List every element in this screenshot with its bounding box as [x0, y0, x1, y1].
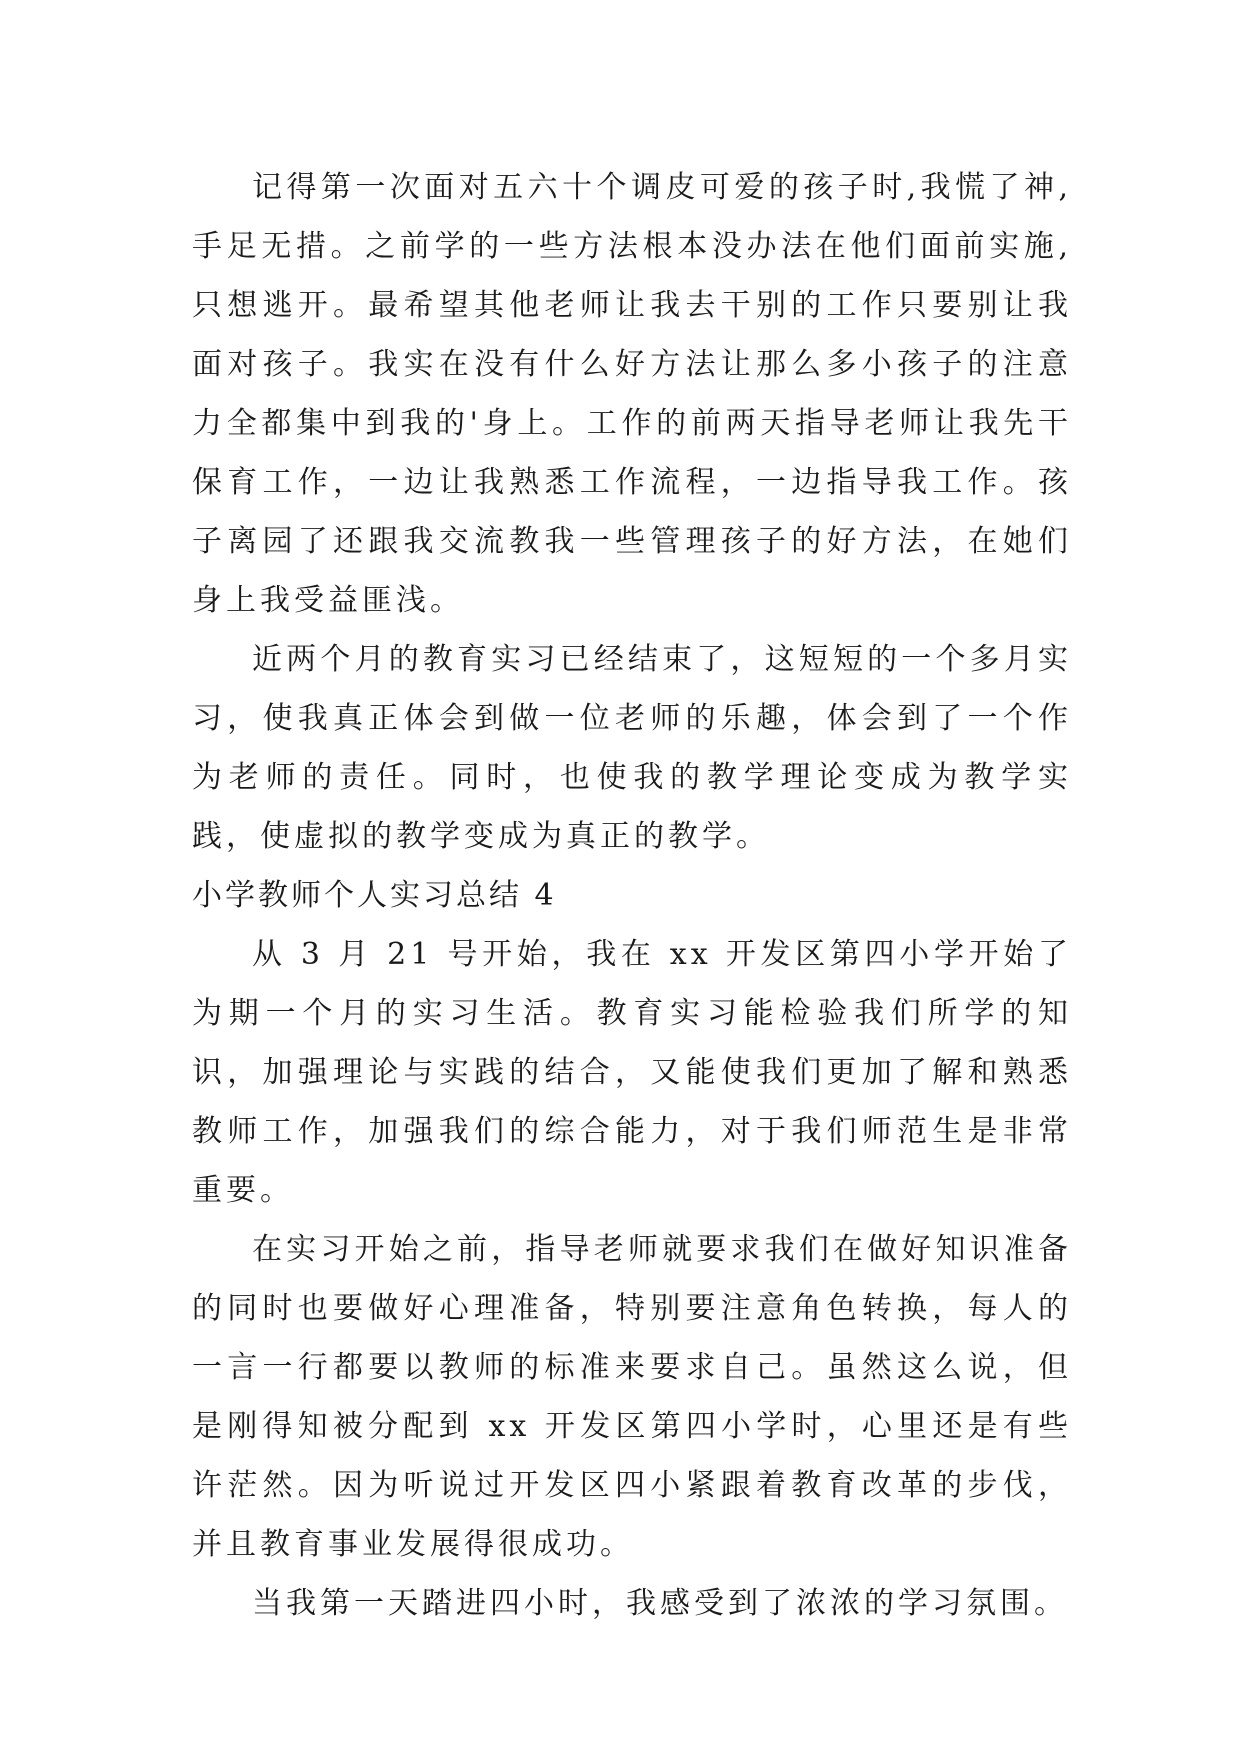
section-heading: 小学教师个人实习总结 4: [192, 878, 557, 913]
paragraph-first-encounter: 记得第一次面对五六十个调皮可爱的孩子时,我慌了神,手足无措。之前学的一些方法根本没办法在他们面前实施,只想逃开。最希望其他老师让我去干别的工作只要别让我面对孩子。我实在没有什么好方法让那么多小孩子的注意力全都集中到我的'身上。工作的前两天指导老师让我先干保育工作，一边让我熟悉工作流程，一边指导我工作。孩子离园了还跟我交流教我一些管理孩子的好方法，在她们身上我受益匪浅。: [192, 170, 1072, 618]
paragraph-first-day: 当我第一天踏进四小时，我感受到了浓浓的学习氛围。: [252, 1586, 1068, 1621]
paragraph-internship-start: 从 3 月 21 号开始，我在 xx 开发区第四小学开始了为期一个月的实习生活。教育实习能检验我们所学的知识，加强理论与实践的结合，又能使我们更加了解和熟悉教师工作，加强我们的综合能力，对于我们师范生是非常重要。: [192, 937, 1072, 1208]
paragraph-preparation: 在实习开始之前，指导老师就要求我们在做好知识准备的同时也要做好心理准备，特别要注意角色转换，每人的一言一行都要以教师的标准来要求自己。虽然这么说，但是刚得知被分配到 xx 开发区第四小学时，心里还是有些许茫然。因为听说过开发区四小紧跟着教育改革的步伐，并且教育事业发展得很成功。: [192, 1232, 1072, 1562]
document-body: [192, 158, 1072, 1633]
paragraph-internship-ended: 近两个月的教育实习已经结束了，这短短的一个多月实习，使我真正体会到做一位老师的乐趣，体会到了一个作为老师的责任。同时，也使我的教学理论变成为教学实践，使虚拟的教学变成为真正的教学。: [192, 642, 1072, 854]
